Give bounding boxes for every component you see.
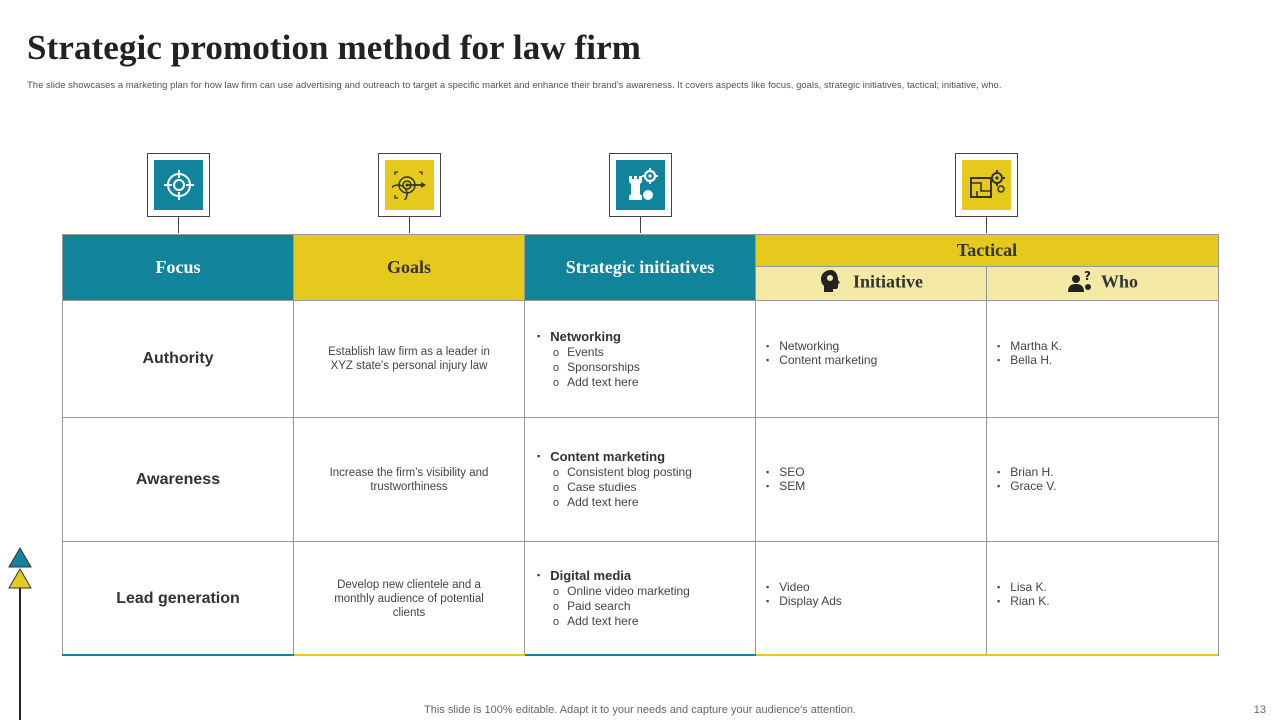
header-strategic-initiatives: Strategic initiatives xyxy=(525,235,756,301)
initiative-cell xyxy=(756,542,987,656)
strategic-item: o Events xyxy=(537,345,755,360)
strategic-title: ▪ Digital media xyxy=(537,568,755,583)
gold-divider xyxy=(756,654,1218,656)
slide-subtitle: The slide showcases a marketing plan for how law firm can use advertising and outreach to target a specific market and enhance their brand's awareness. It covers aspects like focus, goals, strategic initiatives, tactical; initiative, who. xyxy=(27,80,1002,91)
who-cell xyxy=(987,542,1219,656)
strategic-item: o Consistent blog posting xyxy=(537,465,755,480)
initiative-item: ▪ Networking xyxy=(766,339,986,353)
who-item: ▪ Lisa K. xyxy=(997,580,1218,594)
who-item: ▪ Grace V. xyxy=(997,479,1218,493)
who-item: ▪ Bella H. xyxy=(997,353,1218,367)
goal-cell: Establish law firm as a leader in XYZ state's personal injury law xyxy=(294,301,525,418)
decorative-arrows-icon xyxy=(8,547,32,591)
who-label: Who xyxy=(1101,271,1139,292)
initiative-item: ▪ SEM xyxy=(766,479,986,493)
header-initiative xyxy=(756,267,987,301)
who-cell xyxy=(987,301,1219,418)
strategy-chess-icon xyxy=(616,160,665,210)
who-cell xyxy=(987,418,1219,542)
focus-cell: Authority xyxy=(63,301,294,418)
who-item: ▪ Martha K. xyxy=(997,339,1218,353)
goal-cell: Develop new clientele and a monthly audience of potential clients xyxy=(294,542,525,656)
strategy-table xyxy=(62,234,1219,656)
who-item: ▪ Rian K. xyxy=(997,594,1218,608)
page-number: 13 xyxy=(1253,704,1266,716)
focus-icon-frame xyxy=(147,153,210,217)
head-gear-icon xyxy=(819,269,845,298)
strategic-title: ▪ Content marketing xyxy=(537,449,755,464)
strategic-item: o Add text here xyxy=(537,495,755,510)
strategic-item: o Add text here xyxy=(537,614,755,629)
strategic-item: o Add text here xyxy=(537,375,755,390)
gold-divider xyxy=(294,654,525,656)
table-row xyxy=(63,418,1219,542)
strategic-icon-frame xyxy=(609,153,672,217)
goal-cell: Increase the firm's visibility and trustworthiness xyxy=(294,418,525,542)
svg-text:?: ? xyxy=(1084,269,1091,283)
initiative-item: ▪ SEO xyxy=(766,465,986,479)
teal-divider xyxy=(525,654,756,656)
footer-note: This slide is 100% editable. Adapt it to your needs and capture your audience's attention. xyxy=(424,704,856,716)
tactical-icon-frame xyxy=(955,153,1018,217)
goals-icon-frame xyxy=(378,153,441,217)
strategic-cell xyxy=(525,542,756,656)
slide-title: Strategic promotion method for law firm xyxy=(27,28,642,67)
focus-target-icon xyxy=(154,160,203,210)
table-row xyxy=(63,301,1219,418)
strategic-cell xyxy=(525,418,756,542)
initiative-cell xyxy=(756,301,987,418)
strategic-cell xyxy=(525,301,756,418)
table-row xyxy=(63,542,1219,656)
teal-divider xyxy=(62,654,294,656)
strategic-item: o Case studies xyxy=(537,480,755,495)
strategic-title: ▪ Networking xyxy=(537,329,755,344)
goals-dartboard-icon xyxy=(385,160,434,210)
focus-cell: Lead generation xyxy=(63,542,294,656)
strategic-item: o Paid search xyxy=(537,599,755,614)
initiative-item: ▪ Display Ads xyxy=(766,594,986,608)
focus-cell: Awareness xyxy=(63,418,294,542)
strategic-item: o Online video marketing xyxy=(537,584,755,599)
initiative-item: ▪ Content marketing xyxy=(766,353,986,367)
header-tactical: Tactical xyxy=(756,235,1219,267)
strategic-item: o Sponsorships xyxy=(537,360,755,375)
initiative-cell xyxy=(756,418,987,542)
initiative-item: ▪ Video xyxy=(766,580,986,594)
header-focus: Focus xyxy=(63,235,294,301)
decorative-line xyxy=(19,588,21,720)
initiative-label: Initiative xyxy=(853,271,923,292)
person-question-icon xyxy=(1067,269,1093,298)
header-who xyxy=(987,267,1219,301)
who-item: ▪ Brian H. xyxy=(997,465,1218,479)
tactical-blueprint-icon xyxy=(962,160,1011,210)
header-goals: Goals xyxy=(294,235,525,301)
